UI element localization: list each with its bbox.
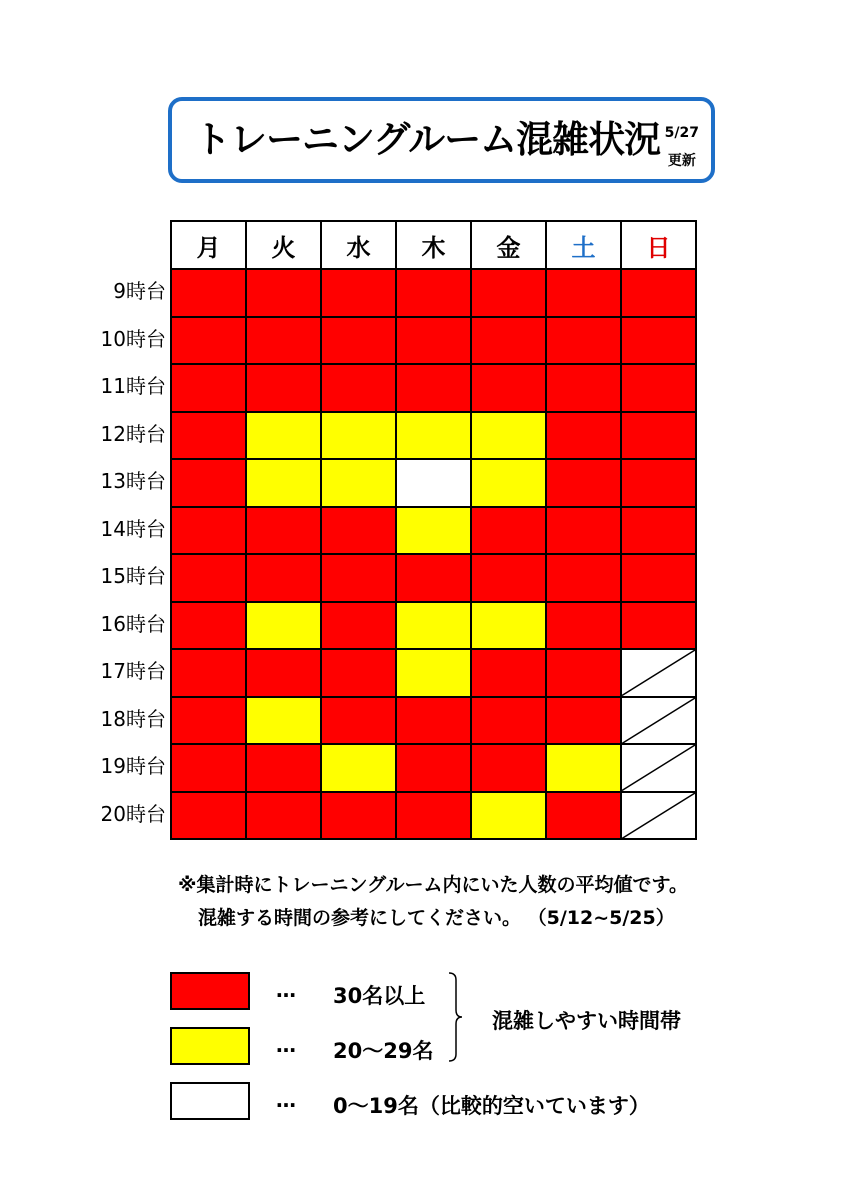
grid-cell-red <box>321 317 396 365</box>
update-date-block <box>665 119 699 175</box>
grid-cell-red <box>546 317 621 365</box>
page-title: トレーニングルーム混雑状況 <box>194 118 661 161</box>
grid-cell-red <box>171 507 246 555</box>
grid-cell-red <box>546 602 621 650</box>
grid-cell-red <box>471 269 546 317</box>
grid-cell-yellow <box>471 412 546 460</box>
grid-cell-red <box>621 364 696 412</box>
grid-cell-red <box>396 269 471 317</box>
grid-cell-red <box>546 792 621 840</box>
day-header: 日 <box>621 221 696 269</box>
legend-dots-red: … <box>276 978 296 1002</box>
grid-cell-yellow <box>246 602 321 650</box>
hour-label: 19時台 <box>100 754 166 778</box>
grid-cell-red <box>246 744 321 792</box>
grid-cell-yellow <box>396 649 471 697</box>
grid-cell-red <box>471 554 546 602</box>
grid-row <box>171 364 696 412</box>
grid-cell-red <box>321 602 396 650</box>
grid-cell-red <box>396 792 471 840</box>
hour-label: 17時台 <box>100 659 166 683</box>
grid-cell-red <box>321 507 396 555</box>
grid-cell-red <box>246 364 321 412</box>
day-header: 木 <box>396 221 471 269</box>
grid-row <box>171 459 696 507</box>
grid-row <box>171 792 696 840</box>
grid-cell-yellow <box>546 744 621 792</box>
grid-cell-red <box>171 364 246 412</box>
grid-cell-red <box>246 507 321 555</box>
grid-cell-red <box>321 269 396 317</box>
grid-cell-red <box>171 554 246 602</box>
grid-cell-red <box>471 364 546 412</box>
grid-cell-red <box>246 269 321 317</box>
grid-cell-red <box>396 364 471 412</box>
grid-cell-none <box>621 744 696 792</box>
legend-label-red: 30名以上 <box>333 984 426 1008</box>
grid-cell-red <box>621 317 696 365</box>
title-box <box>168 97 715 183</box>
grid-cell-yellow <box>246 697 321 745</box>
grid-cell-yellow <box>246 412 321 460</box>
hour-label: 20時台 <box>100 801 166 826</box>
grid-cell-red <box>546 697 621 745</box>
grid-cell-red <box>396 744 471 792</box>
congestion-grid <box>170 220 697 840</box>
grid-cell-red <box>471 649 546 697</box>
hour-label: 11時台 <box>100 374 166 398</box>
bracket-brace-icon <box>448 972 462 1062</box>
grid-cell-red <box>171 602 246 650</box>
grid-cell-yellow <box>396 602 471 650</box>
grid-row <box>171 744 696 792</box>
grid-cell-red <box>471 697 546 745</box>
grid-cell-yellow <box>321 744 396 792</box>
grid-cell-red <box>546 554 621 602</box>
grid-row <box>171 554 696 602</box>
day-header-row <box>171 221 696 269</box>
grid-cell-red <box>321 554 396 602</box>
grid-cell-none <box>621 792 696 840</box>
hour-label: 18時台 <box>100 706 166 731</box>
hour-label: 14時台 <box>100 516 166 541</box>
legend-dots-yellow: … <box>276 1033 296 1057</box>
grid-cell-yellow <box>396 507 471 555</box>
grid-cell-red <box>171 459 246 507</box>
grid-cell-red <box>171 317 246 365</box>
grid-cell-yellow <box>321 412 396 460</box>
grid-cell-red <box>621 269 696 317</box>
grid-row <box>171 317 696 365</box>
grid-cell-none <box>621 697 696 745</box>
grid-cell-yellow <box>471 602 546 650</box>
grid-cell-yellow <box>471 459 546 507</box>
grid-cell-red <box>246 792 321 840</box>
grid-cell-none <box>621 649 696 697</box>
grid-cell-yellow <box>396 412 471 460</box>
grid-cell-red <box>246 649 321 697</box>
grid-cell-yellow <box>471 792 546 840</box>
grid-cell-red <box>546 269 621 317</box>
grid-row <box>171 697 696 745</box>
grid-cell-red <box>171 412 246 460</box>
grid-cell-red <box>321 697 396 745</box>
hour-label: 12時台 <box>100 421 166 446</box>
note-line-1: ※集計時にトレーニングルーム内にいた人数の平均値です。 <box>178 874 689 896</box>
grid-cell-red <box>171 649 246 697</box>
grid-cell-red <box>396 697 471 745</box>
grid-cell-red <box>321 649 396 697</box>
grid-cell-yellow <box>321 459 396 507</box>
note-line-2: 混雑する時間の参考にしてください。 （5/12~5/25） <box>198 907 675 929</box>
grid-cell-red <box>546 364 621 412</box>
grid-row <box>171 269 696 317</box>
diagonal-slash-icon <box>622 793 695 839</box>
diagonal-slash-icon <box>622 745 695 791</box>
grid-cell-red <box>171 744 246 792</box>
grid-cell-red <box>171 697 246 745</box>
grid-cell-red <box>546 649 621 697</box>
legend-swatch-white <box>170 1082 250 1120</box>
grid-row <box>171 602 696 650</box>
grid-cell-red <box>546 459 621 507</box>
legend-label-white: 0～19名（比較的空いています） <box>333 1094 650 1118</box>
diagonal-slash-icon <box>622 698 695 744</box>
day-header: 水 <box>321 221 396 269</box>
grid-row <box>171 412 696 460</box>
grid-cell-red <box>171 269 246 317</box>
hour-labels <box>80 268 166 838</box>
day-header: 月 <box>171 221 246 269</box>
grid-cell-red <box>396 554 471 602</box>
day-header: 土 <box>546 221 621 269</box>
grid-cell-red <box>396 317 471 365</box>
grid-cell-red <box>321 364 396 412</box>
congestion-grid-body <box>171 269 696 839</box>
grid-cell-red <box>246 554 321 602</box>
diagonal-slash-icon <box>622 650 695 696</box>
grid-cell-red <box>471 507 546 555</box>
grid-cell-yellow <box>246 459 321 507</box>
grid-cell-red <box>621 412 696 460</box>
update-date: 5/27 <box>664 125 699 141</box>
grid-cell-red <box>621 459 696 507</box>
grid-cell-red <box>471 317 546 365</box>
legend-label-yellow: 20～29名 <box>333 1039 434 1063</box>
hour-label: 15時台 <box>100 564 166 588</box>
hour-label: 10時台 <box>100 326 166 351</box>
grid-cell-red <box>546 412 621 460</box>
hour-label: 13時台 <box>100 469 166 493</box>
legend-swatch-red <box>170 972 250 1010</box>
day-header: 火 <box>246 221 321 269</box>
grid-cell-red <box>621 507 696 555</box>
legend-dots-white: … <box>276 1088 296 1112</box>
grid-cell-red <box>621 554 696 602</box>
grid-cell-red <box>171 792 246 840</box>
legend-swatch-yellow <box>170 1027 250 1065</box>
hour-label: 9時台 <box>113 279 166 303</box>
grid-cell-red <box>471 744 546 792</box>
grid-cell-red <box>246 317 321 365</box>
grid-cell-red <box>621 602 696 650</box>
day-header: 金 <box>471 221 546 269</box>
bracket-note: 混雑しやすい時間帯 <box>492 1009 681 1033</box>
update-label: 更新 <box>667 153 696 169</box>
grid-cell-white <box>396 459 471 507</box>
hour-label: 16時台 <box>100 611 166 636</box>
grid-cell-red <box>321 792 396 840</box>
grid-row <box>171 649 696 697</box>
grid-cell-red <box>546 507 621 555</box>
grid-row <box>171 507 696 555</box>
